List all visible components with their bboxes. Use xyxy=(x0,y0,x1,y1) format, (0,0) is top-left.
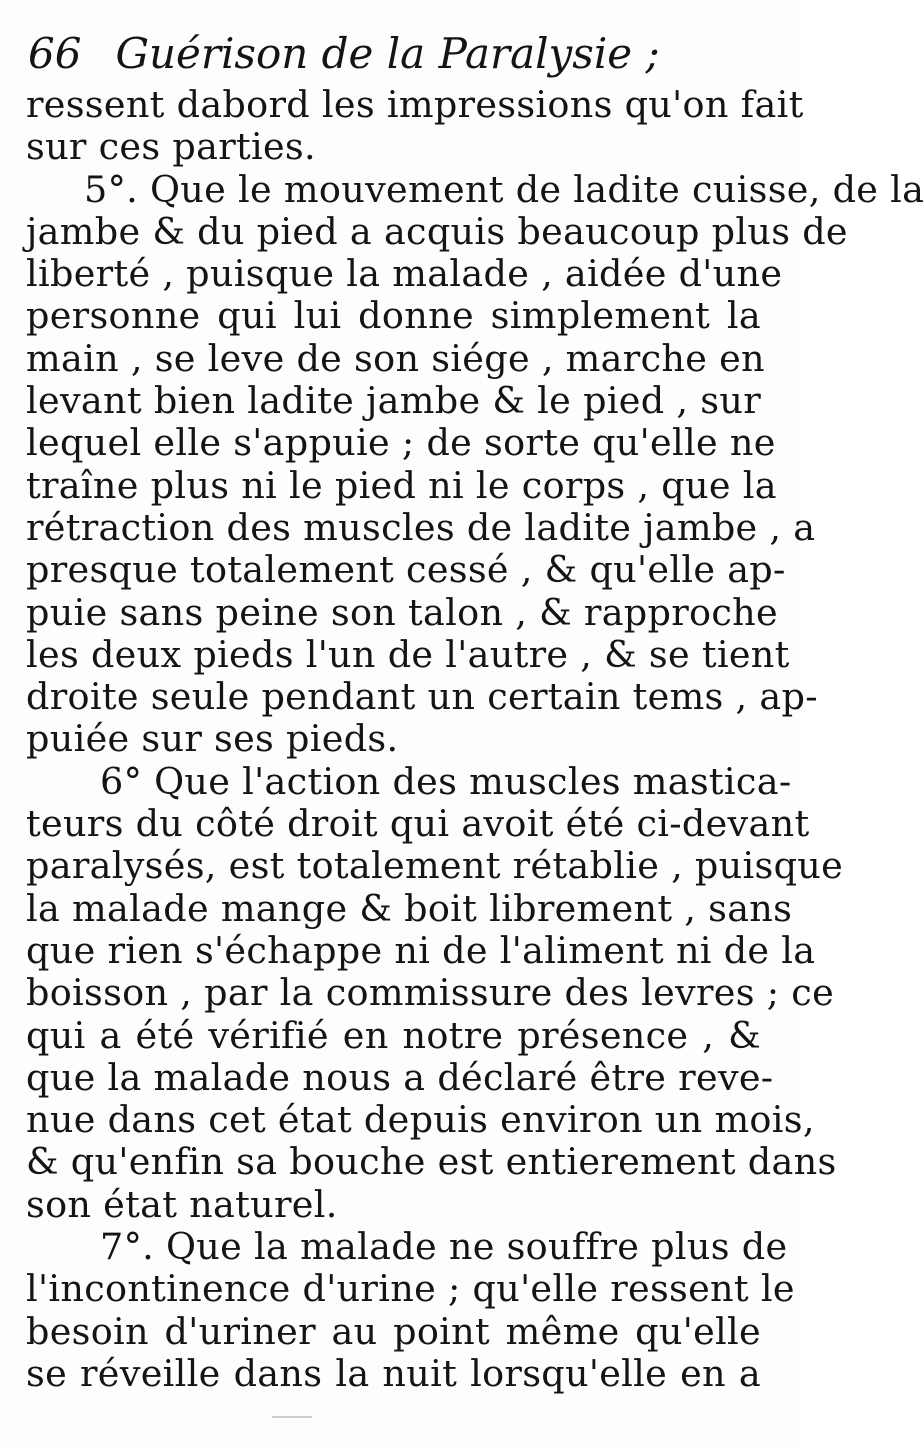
text-line: main , se leve de son siége , marche en xyxy=(26,336,765,380)
text-line: paralysés, est totalement rétablie , puisque xyxy=(26,844,844,888)
text-line: rétraction des muscles de ladite jambe , a xyxy=(26,505,816,549)
text-line: boisson , par la commissure des levres ; ce xyxy=(26,971,835,1015)
text-line: se réveille dans la nuit lorsqu'elle en a xyxy=(26,1351,761,1395)
page-header xyxy=(28,26,768,82)
text-line: que la malade nous a déclaré être reve- xyxy=(26,1055,774,1099)
text-line: l'incontinence d'urine ; qu'elle ressent le xyxy=(26,1267,795,1311)
text-line: que rien s'échappe ni de l'aliment ni de la xyxy=(26,928,816,972)
text-line: presque totalement cessé , & qu'elle ap- xyxy=(26,548,786,592)
text-line: traîne plus ni le pied ni le corps , que la xyxy=(26,463,777,507)
text-line: & qu'enfin sa bouche est entierement dans xyxy=(26,1140,837,1184)
text-line: personne qui lui donne simplement la xyxy=(26,294,761,338)
text-line: levant bien ladite jambe & le pied , sur xyxy=(26,379,761,423)
print-mark xyxy=(272,1416,312,1418)
text-line: nue dans cet état depuis environ un mois, xyxy=(26,1098,815,1142)
text-line: puiée sur ses pieds. xyxy=(26,717,399,761)
text-line: teurs du côté droit qui avoit été ci-devant xyxy=(26,802,810,846)
text-line: besoin d'uriner au point même qu'elle xyxy=(26,1309,761,1353)
text-line: lequel elle s'appuie ; de sorte qu'elle ne xyxy=(26,421,776,465)
text-line: sur ces parties. xyxy=(26,125,316,169)
text-line: droite seule pendant un certain tems , ap- xyxy=(26,675,818,719)
text-line: liberté , puisque la malade , aidée d'une xyxy=(26,252,783,296)
text-line: 6° Que l'action des muscles mastica- xyxy=(100,759,792,803)
text-line: son état naturel. xyxy=(26,1182,338,1226)
text-line: jambe & du pied a acquis beaucoup plus de xyxy=(26,209,848,253)
text-line: qui a été vérifié en notre présence , & xyxy=(26,1013,761,1057)
text-line: 5°. Que le mouvement de ladite cuisse, de la xyxy=(84,167,924,211)
text-line: 7°. Que la malade ne souffre plus de xyxy=(100,1225,788,1269)
text-line: puie sans peine son talon , & rapproche xyxy=(26,590,778,634)
page-number: 66 xyxy=(28,29,82,78)
page-body xyxy=(26,83,924,1395)
text-line: les deux pieds l'un de l'autre , & se tient xyxy=(26,632,790,676)
text-line: ressent dabord les impressions qu'on fait xyxy=(26,83,804,126)
text-line: la malade mange & boit librement , sans xyxy=(26,886,793,930)
running-title: Guérison de la Paralysie ; xyxy=(115,29,660,78)
